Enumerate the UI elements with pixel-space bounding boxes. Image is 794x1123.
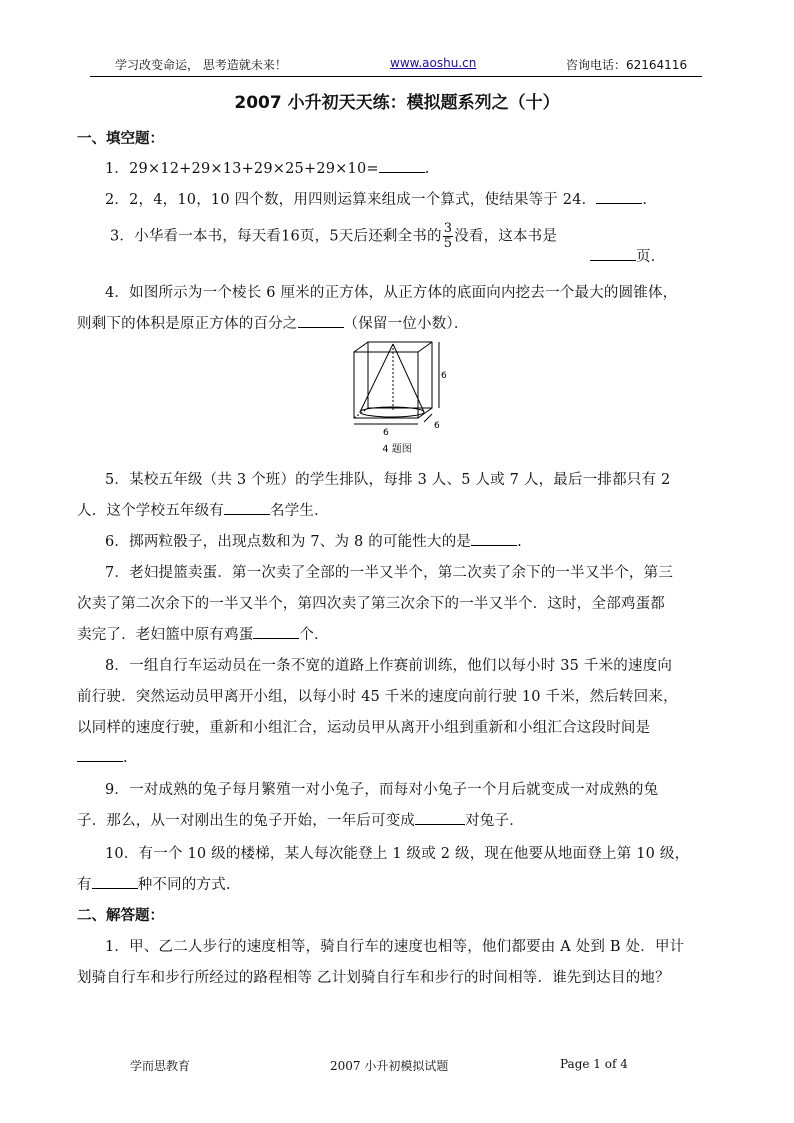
question-10-text-b: 种不同的方式. (137, 877, 231, 893)
question-10-text-a: 有 (77, 877, 92, 893)
question-4-text-b: （保留一位小数）． (343, 316, 469, 332)
header-slogan: 学习改变命运， 思考造就未来！ (115, 58, 287, 72)
answer-blank (379, 158, 425, 173)
answer-blank (77, 747, 123, 762)
question-9-line-2 (77, 809, 524, 830)
question-4-text-a: 则剩下的体积是原正方体的百分之 (77, 316, 298, 332)
question-1-text: 1．29×12+29×13+29×25+29×10= (105, 161, 379, 177)
footer-org: 学而思教育 (130, 1059, 191, 1073)
label-width: 6 (383, 428, 389, 438)
section-solve-heading: 二、解答题： (77, 908, 164, 924)
answer-blank (590, 246, 636, 261)
question-10-line-1: 10．有一个 10 级的楼梯，某人每次能登上 1 级或 2 级，现在他要从地面登上第 10 级， (105, 846, 690, 862)
answer-blank (596, 189, 642, 204)
cone-edge-left (360, 344, 393, 412)
question-7-line-2: 次卖了第二次余下的一半又半个，第四次卖了第三次余下的一半又半个．这时，全部鸡蛋都 (77, 596, 665, 612)
header-website-link[interactable]: www.aoshu.cn (390, 56, 477, 70)
question-6-end: . (517, 534, 522, 550)
question-6-text: 6．掷两粒骰子，出现点数和为 7、为 8 的可能性大的是 (105, 534, 472, 550)
question-4-line-1: 4．如图所示为一个棱长 6 厘米的正方体，从正方体的底面向内挖去一个最大的圆锥体， (105, 285, 678, 301)
question-9-line-1: 9．一对成熟的兔子每月繁殖一对小兔子，而每对小兔子一个月后就变成一对成熟的兔 (105, 782, 659, 798)
question-7-line-1: 7．老妇提篮卖蛋．第一次卖了全部的一半又半个，第二次卖了余下的一半又半个，第三 (105, 565, 674, 581)
header-divider (90, 76, 702, 77)
question-6 (105, 530, 522, 551)
problem-1-line-1: 1．甲、乙二人步行的速度相等，骑自行车的速度也相等，他们都要由 A 处到 B 处．甲计 (105, 939, 685, 955)
footer-doc-title: 2007 小升初模拟试题 (330, 1059, 449, 1073)
answer-blank (298, 313, 344, 328)
question-1 (105, 157, 430, 178)
fraction-numerator: 3 (443, 221, 453, 236)
question-10-line-2 (77, 873, 231, 894)
question-8-line-1: 8．一组自行车运动员在一条不宽的道路上作赛前训练，他们以每小时 35 千米的速度向 (105, 658, 673, 674)
question-3-text-a: 3．小华看一本书，每天看16页，5天后还剩全书的 (110, 228, 442, 245)
label-depth: 6 (434, 421, 440, 431)
question-7-text-a: 卖完了．老妇篮中原有鸡蛋 (77, 627, 254, 643)
question-3-text-b: 没看，这本书是 (454, 228, 558, 245)
question-5-text-a: 人．这个学校五年级有 (77, 503, 224, 519)
answer-blank (92, 874, 138, 889)
question-7-text-b: 个． (299, 627, 329, 643)
section-fill-in-heading: 一、填空题： (77, 131, 164, 147)
label-height: 6 (441, 371, 447, 381)
question-3-end: 页． (636, 249, 666, 265)
question-8-line-3: 以同样的速度行驶，重新和小组汇合，运动员甲从离开小组到重新和小组汇合这段时间是 (77, 720, 651, 736)
question-2-text: 2．2，4，10，10 四个数，用四则运算来组成一个算式，使结果等于 24． (105, 192, 597, 208)
question-3-answer (590, 245, 665, 266)
answer-blank (253, 624, 299, 639)
footer-page-number: Page 1 of 4 (560, 1057, 628, 1071)
question-5-line-1: 5．某校五年级（共 3 个班）的学生排队，每排 3 人、5 人或 7 人，最后一排都只有 2 (105, 472, 671, 488)
question-9-text-a: 子．那么，从一对刚出生的兔子开始，一年后可变成 (77, 813, 416, 829)
question-3 (110, 222, 557, 251)
figure-caption: 4 题图 (382, 444, 412, 455)
cone-edge-right (393, 344, 424, 412)
answer-blank (471, 531, 517, 546)
question-2-end: . (642, 192, 648, 208)
question-2 (105, 188, 647, 209)
fraction-denominator: 5 (443, 236, 453, 251)
page-title: 2007 小升初天天练：模拟题系列之（十） (234, 93, 560, 113)
question-9-text-b: 对兔子． (465, 813, 524, 829)
question-1-end: . (424, 161, 430, 177)
question-5-text-b: 名学生． (270, 503, 329, 519)
header-phone: 咨询电话：62164116 (566, 58, 688, 72)
question-5-line-2 (77, 499, 329, 520)
question-4-line-2 (77, 312, 469, 333)
question-7-line-3 (77, 623, 329, 644)
fraction (443, 222, 453, 251)
answer-blank (415, 810, 465, 825)
cube-cone-figure (340, 338, 455, 438)
dimension-depth (424, 414, 432, 422)
question-8-line-2: 前行驶．突然运动员甲离开小组，以每小时 45 千米的速度向前行驶 10 千米，然后转回来， (77, 689, 678, 705)
question-8-end: . (123, 750, 128, 766)
answer-blank (224, 500, 270, 515)
question-8-answer (77, 747, 128, 766)
problem-1-line-2: 划骑自行车和步行所经过的路程相等 乙计划骑自行车和步行的时间相等．谁先到达目的地？ (77, 970, 670, 986)
